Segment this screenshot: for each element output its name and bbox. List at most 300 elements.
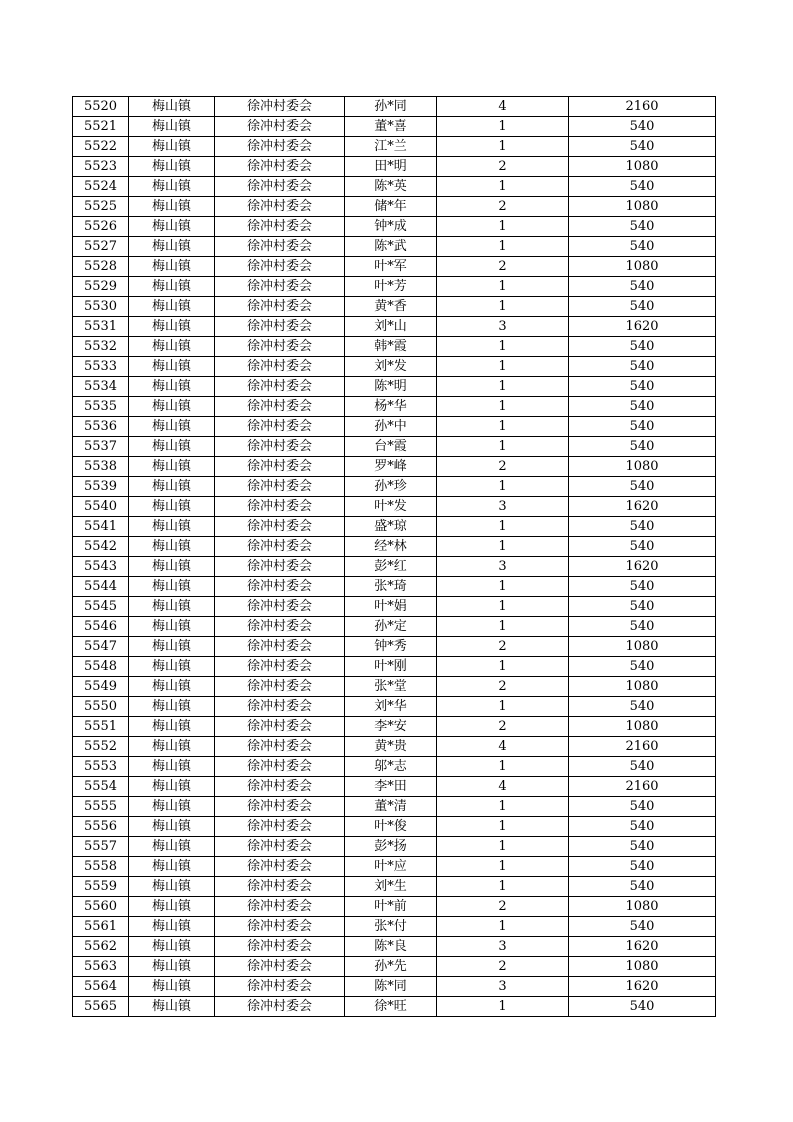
row-number-cell: 5521 [73,117,129,137]
row-number-cell: 5551 [73,717,129,737]
amount-cell: 540 [569,337,716,357]
town-cell: 梅山镇 [129,637,215,657]
village-committee-cell: 徐冲村委会 [215,817,345,837]
name-cell: 陈*武 [345,237,437,257]
town-cell: 梅山镇 [129,157,215,177]
count-cell: 1 [437,437,569,457]
town-cell: 梅山镇 [129,317,215,337]
row-number-cell: 5545 [73,597,129,617]
amount-cell: 2160 [569,777,716,797]
town-cell: 梅山镇 [129,897,215,917]
amount-cell: 540 [569,917,716,937]
table-row [73,797,716,817]
village-committee-cell: 徐冲村委会 [215,597,345,617]
table-row [73,837,716,857]
row-number-cell: 5558 [73,857,129,877]
table-row [73,477,716,497]
table-row [73,117,716,137]
town-cell: 梅山镇 [129,517,215,537]
village-committee-cell: 徐冲村委会 [215,437,345,457]
amount-cell: 540 [569,537,716,557]
name-cell: 陈*同 [345,977,437,997]
amount-cell: 540 [569,577,716,597]
table-row [73,217,716,237]
name-cell: 黄*香 [345,297,437,317]
name-cell: 叶*娟 [345,597,437,617]
table-row [73,197,716,217]
row-number-cell: 5532 [73,337,129,357]
count-cell: 1 [437,177,569,197]
count-cell: 1 [437,477,569,497]
table-row [73,157,716,177]
row-number-cell: 5533 [73,357,129,377]
town-cell: 梅山镇 [129,757,215,777]
row-number-cell: 5540 [73,497,129,517]
village-committee-cell: 徐冲村委会 [215,737,345,757]
amount-cell: 1620 [569,977,716,997]
name-cell: 董*喜 [345,117,437,137]
name-cell: 韩*霞 [345,337,437,357]
town-cell: 梅山镇 [129,937,215,957]
town-cell: 梅山镇 [129,357,215,377]
town-cell: 梅山镇 [129,617,215,637]
amount-cell: 2160 [569,97,716,117]
name-cell: 杨*华 [345,397,437,417]
name-cell: 台*霞 [345,437,437,457]
town-cell: 梅山镇 [129,477,215,497]
name-cell: 张*堂 [345,677,437,697]
name-cell: 李*安 [345,717,437,737]
table-row [73,537,716,557]
table-body [73,97,716,1017]
row-number-cell: 5543 [73,557,129,577]
name-cell: 储*年 [345,197,437,217]
amount-cell: 540 [569,437,716,457]
amount-cell: 540 [569,837,716,857]
village-committee-cell: 徐冲村委会 [215,277,345,297]
table-row [73,437,716,457]
count-cell: 1 [437,277,569,297]
name-cell: 叶*前 [345,897,437,917]
town-cell: 梅山镇 [129,737,215,757]
count-cell: 3 [437,557,569,577]
row-number-cell: 5560 [73,897,129,917]
count-cell: 1 [437,217,569,237]
village-committee-cell: 徐冲村委会 [215,777,345,797]
name-cell: 孙*同 [345,97,437,117]
row-number-cell: 5530 [73,297,129,317]
amount-cell: 1080 [569,677,716,697]
table-row [73,497,716,517]
name-cell: 邬*志 [345,757,437,777]
name-cell: 罗*峰 [345,457,437,477]
table-row [73,357,716,377]
row-number-cell: 5538 [73,457,129,477]
village-committee-cell: 徐冲村委会 [215,937,345,957]
village-committee-cell: 徐冲村委会 [215,677,345,697]
row-number-cell: 5536 [73,417,129,437]
table-row [73,277,716,297]
amount-cell: 540 [569,817,716,837]
table-row [73,857,716,877]
village-committee-cell: 徐冲村委会 [215,577,345,597]
village-committee-cell: 徐冲村委会 [215,297,345,317]
village-committee-cell: 徐冲村委会 [215,717,345,737]
count-cell: 1 [437,877,569,897]
row-number-cell: 5564 [73,977,129,997]
row-number-cell: 5547 [73,637,129,657]
name-cell: 张*付 [345,917,437,937]
table-row [73,977,716,997]
town-cell: 梅山镇 [129,557,215,577]
town-cell: 梅山镇 [129,277,215,297]
count-cell: 2 [437,717,569,737]
count-cell: 1 [437,137,569,157]
row-number-cell: 5541 [73,517,129,537]
count-cell: 1 [437,577,569,597]
town-cell: 梅山镇 [129,137,215,157]
amount-cell: 540 [569,997,716,1017]
name-cell: 刘*华 [345,697,437,717]
town-cell: 梅山镇 [129,497,215,517]
town-cell: 梅山镇 [129,657,215,677]
row-number-cell: 5531 [73,317,129,337]
town-cell: 梅山镇 [129,457,215,477]
town-cell: 梅山镇 [129,197,215,217]
amount-cell: 540 [569,697,716,717]
name-cell: 叶*刚 [345,657,437,677]
village-committee-cell: 徐冲村委会 [215,257,345,277]
table-row [73,237,716,257]
count-cell: 2 [437,197,569,217]
village-committee-cell: 徐冲村委会 [215,377,345,397]
count-cell: 4 [437,737,569,757]
village-committee-cell: 徐冲村委会 [215,997,345,1017]
name-cell: 孙*珍 [345,477,437,497]
row-number-cell: 5552 [73,737,129,757]
amount-cell: 1080 [569,717,716,737]
amount-cell: 540 [569,117,716,137]
amount-cell: 1620 [569,557,716,577]
row-number-cell: 5549 [73,677,129,697]
count-cell: 1 [437,857,569,877]
name-cell: 李*田 [345,777,437,797]
amount-cell: 1620 [569,937,716,957]
count-cell: 1 [437,337,569,357]
town-cell: 梅山镇 [129,237,215,257]
amount-cell: 540 [569,277,716,297]
table-row [73,377,716,397]
count-cell: 2 [437,257,569,277]
village-committee-cell: 徐冲村委会 [215,917,345,937]
village-committee-cell: 徐冲村委会 [215,857,345,877]
count-cell: 4 [437,777,569,797]
village-committee-cell: 徐冲村委会 [215,237,345,257]
village-committee-cell: 徐冲村委会 [215,557,345,577]
row-number-cell: 5561 [73,917,129,937]
table-row [73,637,716,657]
count-cell: 1 [437,657,569,677]
table-row [73,557,716,577]
count-cell: 2 [437,157,569,177]
name-cell: 刘*生 [345,877,437,897]
row-number-cell: 5520 [73,97,129,117]
town-cell: 梅山镇 [129,697,215,717]
table-row [73,677,716,697]
row-number-cell: 5550 [73,697,129,717]
village-committee-cell: 徐冲村委会 [215,837,345,857]
row-number-cell: 5529 [73,277,129,297]
count-cell: 1 [437,997,569,1017]
amount-cell: 540 [569,357,716,377]
village-committee-cell: 徐冲村委会 [215,797,345,817]
village-committee-cell: 徐冲村委会 [215,397,345,417]
name-cell: 陈*明 [345,377,437,397]
table-row [73,317,716,337]
name-cell: 陈*良 [345,937,437,957]
count-cell: 2 [437,677,569,697]
table-row [73,517,716,537]
town-cell: 梅山镇 [129,337,215,357]
town-cell: 梅山镇 [129,577,215,597]
amount-cell: 540 [569,297,716,317]
village-committee-cell: 徐冲村委会 [215,497,345,517]
village-committee-cell: 徐冲村委会 [215,537,345,557]
row-number-cell: 5563 [73,957,129,977]
row-number-cell: 5562 [73,937,129,957]
count-cell: 1 [437,357,569,377]
name-cell: 叶*芳 [345,277,437,297]
amount-cell: 2160 [569,737,716,757]
table-row [73,257,716,277]
row-number-cell: 5523 [73,157,129,177]
table-row [73,137,716,157]
subsidy-table [72,96,716,1017]
count-cell: 1 [437,617,569,637]
count-cell: 1 [437,817,569,837]
table-row [73,457,716,477]
name-cell: 孙*先 [345,957,437,977]
amount-cell: 1080 [569,457,716,477]
table-row [73,997,716,1017]
row-number-cell: 5522 [73,137,129,157]
town-cell: 梅山镇 [129,917,215,937]
amount-cell: 1080 [569,257,716,277]
table-row [73,177,716,197]
village-committee-cell: 徐冲村委会 [215,337,345,357]
row-number-cell: 5557 [73,837,129,857]
village-committee-cell: 徐冲村委会 [215,957,345,977]
name-cell: 田*明 [345,157,437,177]
town-cell: 梅山镇 [129,117,215,137]
amount-cell: 540 [569,217,716,237]
row-number-cell: 5526 [73,217,129,237]
village-committee-cell: 徐冲村委会 [215,117,345,137]
row-number-cell: 5534 [73,377,129,397]
table-row [73,397,716,417]
name-cell: 叶*应 [345,857,437,877]
name-cell: 经*林 [345,537,437,557]
count-cell: 1 [437,397,569,417]
town-cell: 梅山镇 [129,797,215,817]
name-cell: 黄*贵 [345,737,437,757]
name-cell: 董*清 [345,797,437,817]
village-committee-cell: 徐冲村委会 [215,417,345,437]
count-cell: 3 [437,977,569,997]
table-row [73,877,716,897]
name-cell: 钟*成 [345,217,437,237]
amount-cell: 540 [569,397,716,417]
row-number-cell: 5542 [73,537,129,557]
count-cell: 1 [437,297,569,317]
amount-cell: 540 [569,757,716,777]
town-cell: 梅山镇 [129,217,215,237]
row-number-cell: 5528 [73,257,129,277]
town-cell: 梅山镇 [129,857,215,877]
name-cell: 张*琦 [345,577,437,597]
name-cell: 叶*俊 [345,817,437,837]
table-row [73,297,716,317]
village-committee-cell: 徐冲村委会 [215,697,345,717]
town-cell: 梅山镇 [129,717,215,737]
town-cell: 梅山镇 [129,377,215,397]
village-committee-cell: 徐冲村委会 [215,197,345,217]
amount-cell: 540 [569,797,716,817]
row-number-cell: 5544 [73,577,129,597]
count-cell: 1 [437,377,569,397]
village-committee-cell: 徐冲村委会 [215,317,345,337]
count-cell: 4 [437,97,569,117]
table-row [73,917,716,937]
row-number-cell: 5559 [73,877,129,897]
amount-cell: 540 [569,857,716,877]
count-cell: 1 [437,917,569,937]
count-cell: 3 [437,937,569,957]
village-committee-cell: 徐冲村委会 [215,897,345,917]
village-committee-cell: 徐冲村委会 [215,657,345,677]
village-committee-cell: 徐冲村委会 [215,177,345,197]
amount-cell: 540 [569,877,716,897]
row-number-cell: 5556 [73,817,129,837]
table-row [73,717,716,737]
name-cell: 徐*旺 [345,997,437,1017]
amount-cell: 1080 [569,637,716,657]
name-cell: 陈*英 [345,177,437,197]
amount-cell: 540 [569,477,716,497]
table-row [73,817,716,837]
town-cell: 梅山镇 [129,397,215,417]
row-number-cell: 5524 [73,177,129,197]
count-cell: 2 [437,457,569,477]
count-cell: 1 [437,117,569,137]
name-cell: 刘*发 [345,357,437,377]
table-row [73,897,716,917]
name-cell: 彭*红 [345,557,437,577]
name-cell: 彭*扬 [345,837,437,857]
town-cell: 梅山镇 [129,837,215,857]
name-cell: 孙*定 [345,617,437,637]
name-cell: 江*兰 [345,137,437,157]
table-row [73,657,716,677]
row-number-cell: 5546 [73,617,129,637]
count-cell: 1 [437,597,569,617]
amount-cell: 540 [569,617,716,637]
amount-cell: 540 [569,237,716,257]
name-cell: 孙*中 [345,417,437,437]
town-cell: 梅山镇 [129,997,215,1017]
count-cell: 1 [437,517,569,537]
amount-cell: 540 [569,597,716,617]
village-committee-cell: 徐冲村委会 [215,217,345,237]
town-cell: 梅山镇 [129,777,215,797]
town-cell: 梅山镇 [129,977,215,997]
count-cell: 1 [437,537,569,557]
town-cell: 梅山镇 [129,177,215,197]
row-number-cell: 5539 [73,477,129,497]
name-cell: 叶*军 [345,257,437,277]
count-cell: 1 [437,757,569,777]
amount-cell: 540 [569,517,716,537]
town-cell: 梅山镇 [129,417,215,437]
town-cell: 梅山镇 [129,597,215,617]
table-row [73,577,716,597]
name-cell: 刘*山 [345,317,437,337]
village-committee-cell: 徐冲村委会 [215,97,345,117]
name-cell: 钟*秀 [345,637,437,657]
village-committee-cell: 徐冲村委会 [215,977,345,997]
count-cell: 3 [437,497,569,517]
table-row [73,757,716,777]
village-committee-cell: 徐冲村委会 [215,517,345,537]
count-cell: 2 [437,897,569,917]
table-row [73,737,716,757]
village-committee-cell: 徐冲村委会 [215,137,345,157]
village-committee-cell: 徐冲村委会 [215,617,345,637]
village-committee-cell: 徐冲村委会 [215,477,345,497]
table-row [73,777,716,797]
row-number-cell: 5565 [73,997,129,1017]
table-row [73,337,716,357]
amount-cell: 540 [569,377,716,397]
table-row [73,97,716,117]
village-committee-cell: 徐冲村委会 [215,637,345,657]
row-number-cell: 5525 [73,197,129,217]
count-cell: 1 [437,417,569,437]
amount-cell: 540 [569,657,716,677]
town-cell: 梅山镇 [129,817,215,837]
count-cell: 3 [437,317,569,337]
village-committee-cell: 徐冲村委会 [215,457,345,477]
town-cell: 梅山镇 [129,677,215,697]
row-number-cell: 5535 [73,397,129,417]
row-number-cell: 5537 [73,437,129,457]
row-number-cell: 5548 [73,657,129,677]
town-cell: 梅山镇 [129,297,215,317]
village-committee-cell: 徐冲村委会 [215,757,345,777]
table-row [73,697,716,717]
town-cell: 梅山镇 [129,257,215,277]
row-number-cell: 5554 [73,777,129,797]
count-cell: 2 [437,957,569,977]
amount-cell: 1080 [569,897,716,917]
row-number-cell: 5527 [73,237,129,257]
row-number-cell: 5555 [73,797,129,817]
amount-cell: 540 [569,137,716,157]
town-cell: 梅山镇 [129,537,215,557]
count-cell: 1 [437,797,569,817]
town-cell: 梅山镇 [129,877,215,897]
town-cell: 梅山镇 [129,957,215,977]
